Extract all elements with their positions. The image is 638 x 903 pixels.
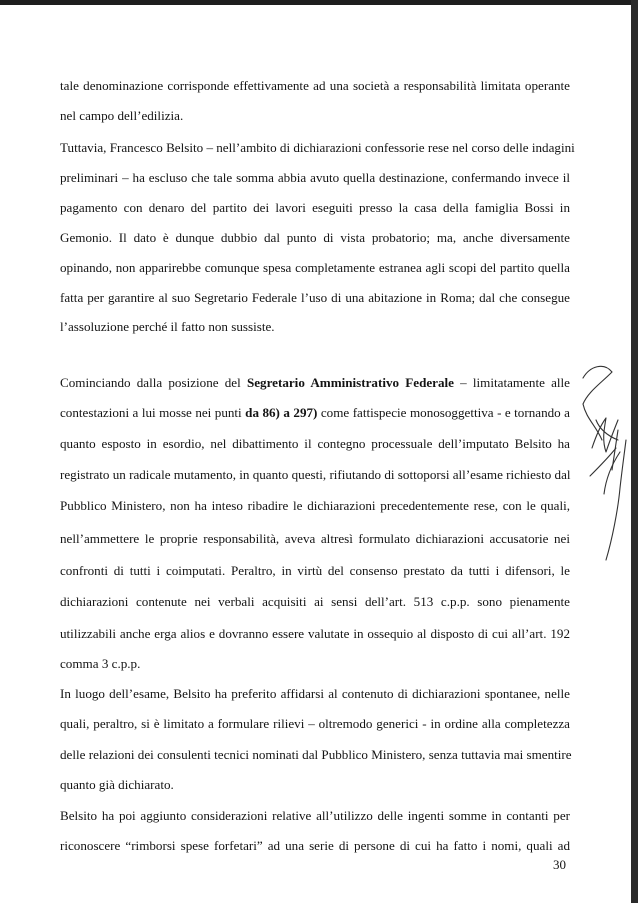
paragraph-3-line-8: dichiarazioni contenute nei verbali acquisiti ai sensi dell’art. 513 c.p.p. sono pienamente [60,594,570,609]
paragraph-3-line-9: utilizzabili anche erga alios e dovranno essere valutate in ossequio al disposto di cui all’art. 192 [60,626,570,641]
paragraph-3-line-5: Pubblico Ministero, non ha inteso ribadire le dichiarazioni precedentemente rese, con le quali, [60,498,570,513]
paragraph-5-line-2: riconoscere “rimborsi spese forfetari” ad una serie di persone di cui ha fatto i nomi, quali ad [60,838,570,853]
paragraph-3-line-3: quanto esposto in esordio, nel dibattimento il contegno processuale dell’imputato Belsito ha [60,436,570,451]
page-number: 30 [553,857,566,872]
paragraph-1-line-1: tale denominazione corrisponde effettivamente ad una società a responsabilità limitata operante [60,78,570,93]
paragraph-3-line-4: registrato un radicale mutamento, in quanto questi, rifiutando di sottoporsi all’esame richiesto dal [60,467,571,482]
paragraph-3-line-10: comma 3 c.p.p. [60,656,141,671]
paragraph-3-line-2-start: contestazioni a lui mosse nei punti [60,405,246,420]
paragraph-2-line-2: preliminari – ha escluso che tale somma abbia avuto quella destinazione, confermando invece il [60,170,570,185]
paragraph-4-line-1: In luogo dell’esame, Belsito ha preferito affidarsi al contenuto di dichiarazioni spontanee, nelle [60,686,570,701]
paragraph-2-line-6: fatta per garantire al suo Segretario Federale l’uso di una abitazione in Roma; dal che consegue [60,290,570,305]
paragraph-5-line-1: Belsito ha poi aggiunto considerazioni relative all’utilizzo delle ingenti somme in contanti per [60,808,570,823]
paragraph-2-line-7: l’assoluzione perché il fatto non sussiste. [60,319,275,334]
paragraph-1-line-2: nel campo dell’edilizia. [60,108,184,123]
paragraph-2-line-4: Gemonio. Il dato è dunque dubbio dal punto di vista probatorio; ma, anche diversamente [60,230,570,245]
paragraph-3-line-1-start: Cominciando dalla posizione del [60,375,247,390]
paragraph-2-line-3: pagamento con denaro del partito dei lavori eseguiti presso la casa della famiglia Bossi in [60,200,570,215]
paragraph-2-line-5: opinando, non apparirebbe comunque spesa completamente estranea agli scopi del partito quella [60,260,570,275]
paragraph-3-line-1-end: – limitatamente alle [453,375,570,390]
paragraph-4-line-3: delle relazioni dei consulenti tecnici nominati dal Pubblico Ministero, senza tuttavia mai smentire [60,747,572,762]
punti-range-bold: da 86) a 297) [245,405,318,420]
paragraph-3-line-7: confronti di tutti i coimputati. Peraltro, in virtù del consenso prestato da tutti i difensori, le [60,563,570,578]
paragraph-2-line-1: Tuttavia, Francesco Belsito – nell’ambito di dichiarazioni confessorie rese nel corso delle indagini [60,140,575,155]
paragraph-3-line-6: nell’ammettere le proprie responsabilità, aveva altresì formulato dichiarazioni accusatorie nei [60,531,570,546]
paragraph-3-line-2-end: come fattispecie monosoggettiva - e tornando a [317,405,570,420]
paragraph-3-line-2 [60,405,570,421]
paragraph-3-line-1 [60,375,570,391]
paragraph-4-line-4: quanto già dichiarato. [60,777,174,792]
paragraph-4-line-2: quali, peraltro, si è limitato a formulare rilievi – oltremodo generici - in ordine alla completezza [60,716,570,731]
segretario-amministrativo-bold: Segretario Amministrativo Federale [246,375,454,390]
